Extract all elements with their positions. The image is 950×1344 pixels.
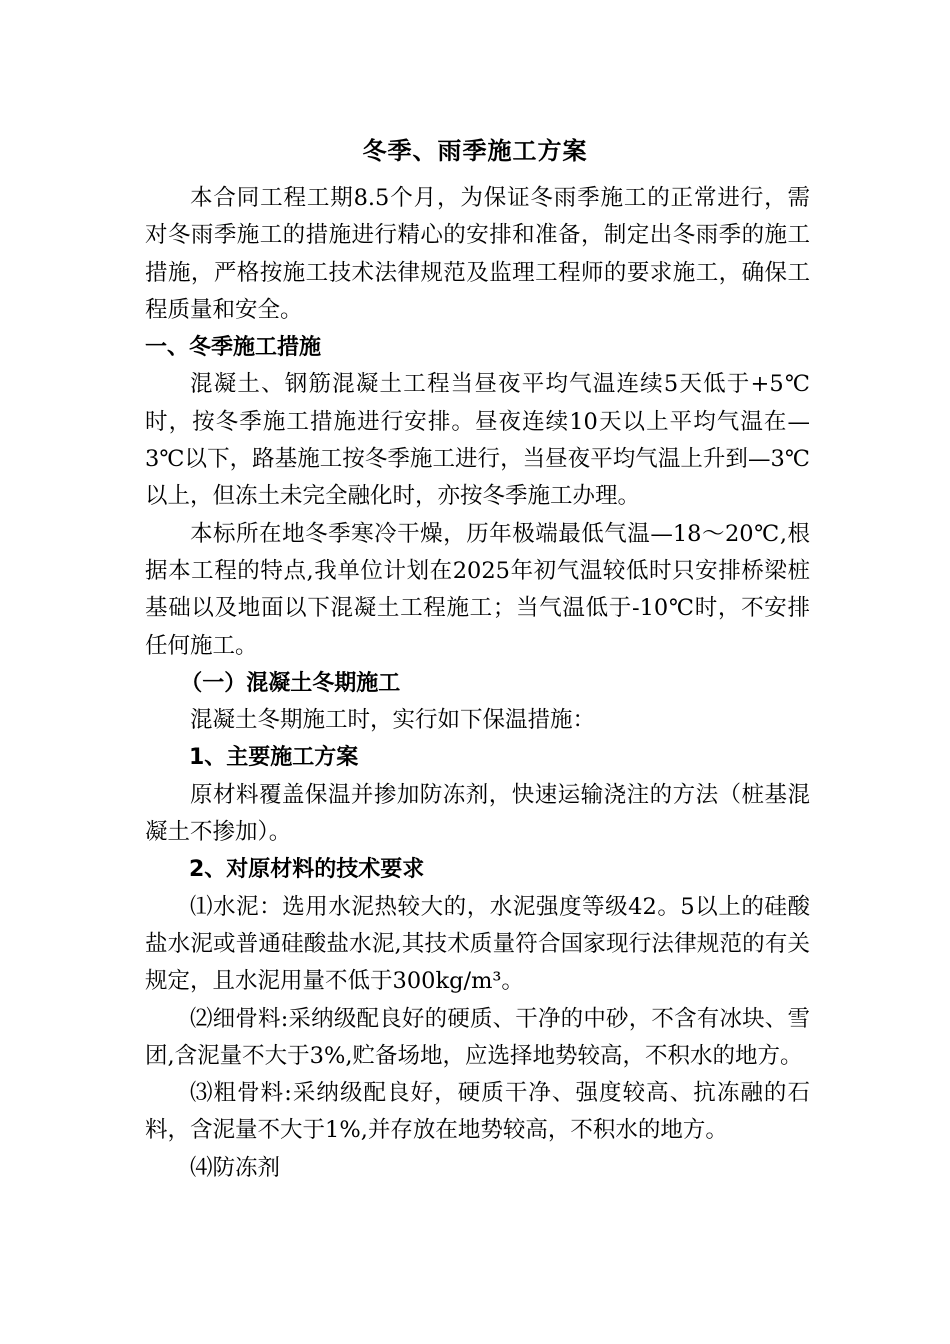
intro-paragraph: 本合同工程工期8.5个月，为保证冬雨季施工的正常进行，需对冬雨季施工的措施进行精心的安排和准备，制定出冬雨季的施工措施，严格按施工技术法律规范及监理工程师的要求施工，确保工程质量和安全。	[145, 185, 810, 323]
winter-paragraph-2: 本标所在地冬季寒冷干燥，历年极端最低气温—18～20℃,根据本工程的特点,我单位计划在2025年初气温较低时只安排桥梁桩基础以及地面以下混凝土工程施工；当气温低于-10℃时，不安排任何施工。	[145, 520, 810, 659]
item-heading-material-requirements: 2、对原材料的技术要求	[189, 857, 425, 883]
item-heading-main-plan: 1、主要施工方案	[189, 745, 359, 771]
material-point-cement: ⑴水泥：选用水泥热较大的，水泥强度等级42。5以上的硅酸盐水泥或普通硅酸盐水泥,其技术质量符合国家现行法律规范的有关规定，且水泥用量不低于300kg/m³。	[145, 893, 810, 995]
main-plan-paragraph: 原材料覆盖保温并掺加防冻剂，快速运输浇注的方法（桩基混凝土不掺加）。	[145, 781, 810, 846]
winter-paragraph-1: 混凝土、钢筋混凝土工程当昼夜平均气温连续5天低于+5℃时，按冬季施工措施进行安排。昼夜连续10天以上平均气温在—3℃以下，路基施工按冬季施工进行，当昼夜平均气温上升到—3℃以上，但冻土未完全融化时，亦按冬季施工办理。	[145, 371, 810, 510]
document-body	[145, 180, 810, 1187]
material-point-antifreeze: ⑷防冻剂	[190, 1154, 281, 1181]
material-point-coarse-aggregate: ⑶粗骨料:采纳级配良好，硬质干净、强度较高、抗冻融的石料，含泥量不大于1%,并存放在地势较高，不积水的地方。	[145, 1080, 810, 1144]
subsection-heading-concrete: （一）混凝土冬期施工	[180, 670, 401, 696]
material-point-fine-aggregate: ⑵细骨料:采纳级配良好的硬质、干净的中砂，不含有冰块、雪团,含泥量不大于3%,贮备场地，应选择地势较高，不积水的地方。	[145, 1005, 810, 1069]
concrete-intro-paragraph: 混凝土冬期施工时，实行如下保温措施：	[190, 707, 596, 734]
document-title: 冬季、雨季施工方案	[362, 137, 588, 165]
section-heading-winter: 一、冬季施工措施	[145, 335, 322, 361]
